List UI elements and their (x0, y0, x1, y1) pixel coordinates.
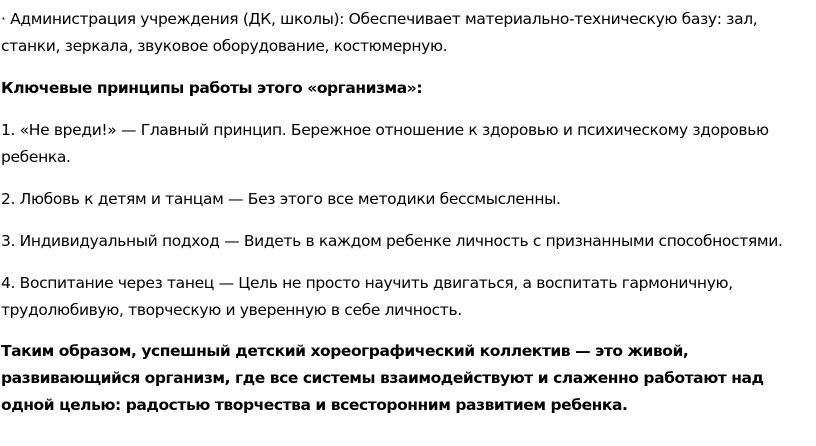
paragraph-principle-4: 4. Воспитание через танец — Цель не просто научить двигаться, а воспитать гармоничную, трудолюбивую, творческую и уверенную в себе личность. (1, 274, 733, 319)
paragraph-administration: · Администрация учреждения (ДК, школы): Обеспечивает материально-техническую базу: зал, станки, зеркала, звуковое оборудование, костюмерную. (1, 10, 758, 55)
paragraph-principle-1: 1. «Не вреди!» — Главный принцип. Бережное отношение к здоровью и психическому здоровью ребенка. (1, 121, 769, 166)
heading-key-principles: Ключевые принципы работы этого «организма»: (1, 79, 423, 97)
paragraph-principle-3: 3. Индивидуальный подход — Видеть в каждом ребенке личность с признанными способностями. (1, 232, 783, 250)
paragraph-conclusion: Таким образом, успешный детский хореографический коллектив — это живой, развивающийся организм, где все системы взаимодействуют и слаженно работают над одной целью: радостью творчества и всесторонним развитием ребенка. (1, 342, 764, 414)
paragraph-principle-2: 2. Любовь к детям и танцам — Без этого все методики бессмысленны. (1, 190, 561, 208)
